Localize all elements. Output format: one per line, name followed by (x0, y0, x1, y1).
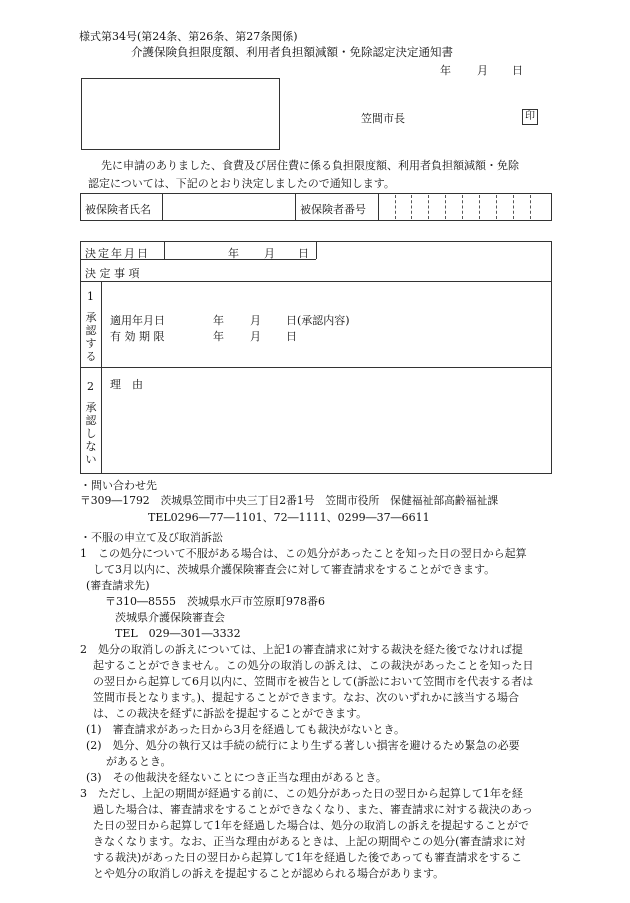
form-number: 様式第34号(第24条、第26条、第27条関係) (79, 30, 298, 43)
approve-number: 1 (87, 290, 94, 303)
recipient-address-box (81, 78, 280, 150)
appeal-sub-3: (3) その他裁決を経ないことにつき正当な理由があるとき。 (86, 771, 387, 784)
digit-separator (496, 195, 497, 219)
digit-separator (428, 195, 429, 219)
decision-date-day: 日 (298, 247, 309, 260)
intro-line-1: 先に申請のありました、食費及び居住費に係る負担限度額、利用者負担額減額・免除 (101, 159, 519, 172)
date-day: 日 (512, 64, 523, 77)
digit-separator (513, 195, 514, 219)
appeal-p2-line5: は、この裁決を経ずに訴訟を提起することができます。 (93, 707, 368, 720)
digit-separator (411, 195, 412, 219)
valid-month: 月 (250, 330, 261, 343)
insured-name-label: 被保険者氏名 (85, 203, 151, 216)
valid-year: 年 (213, 330, 224, 343)
intro-line-2: 認定については、下記のとおり決定しましたので通知します。 (88, 177, 395, 190)
divider (164, 241, 165, 259)
document-title: 介護保険負担限度額、利用者負担額減額・免除認定決定通知書 (131, 45, 453, 59)
digit-separator (462, 195, 463, 219)
date-year: 年 (440, 64, 451, 77)
appeal-p2-line3: の翌日から起算して6月以内に、笠間市を被告として(訴訟において笠間市を代表する者は (93, 675, 534, 688)
review-destination-heading: (審査請求先) (86, 579, 150, 592)
digit-separator (479, 195, 480, 219)
decision-date-year: 年 (228, 247, 239, 260)
decision-items-label: 決 定 事 項 (85, 267, 140, 280)
digit-separator (445, 195, 446, 219)
deny-label: 承認しない (85, 401, 97, 466)
contact-tel: TEL0296―77―1101、72―1111、0299―37―6611 (148, 511, 430, 524)
applied-year: 年 (213, 314, 224, 327)
date-month: 月 (477, 64, 488, 77)
decision-date-label: 決定年月日 (85, 247, 150, 260)
applied-day-approval: 日(承認内容) (286, 314, 350, 327)
appeal-p3-line5: する裁決)があった日の翌日から起算して1年を経過した後であっても審査請求をするこ (93, 851, 523, 864)
official-seal: 印 (522, 109, 538, 125)
divider (80, 281, 552, 282)
review-destination-tel: TEL 029―301―3332 (115, 627, 241, 640)
appeal-p1-line2: して3月以内に、茨城県介護保険審査会に対して審査請求をすることができます。 (93, 563, 496, 576)
appeal-p3-line4: きなくなります。なお、正当な理由があるときは、上記の期間やこの処分(審査請求に対 (93, 835, 526, 848)
appeal-heading: ・不服の申立て及び取消訴訟 (80, 531, 223, 544)
appeal-p2-line2: 起することができません。この処分の取消しの訴えは、この裁決があったことを知った日 (93, 659, 534, 672)
review-destination-address: 〒310―8555 茨城県水戸市笠原町978番6 (105, 595, 325, 608)
digit-separator (530, 195, 531, 219)
digit-separator (395, 195, 396, 219)
appeal-p3-line6: とや処分の取消しの訴えを提起することが認められる場合があります。 (93, 867, 445, 880)
contact-address: 〒309―1792 茨城県笠間市中央三丁目2番1号 笠間市役所 保健福祉部高齢福祉課 (80, 494, 499, 507)
applied-date-label: 適用年月日 (110, 314, 165, 327)
appeal-p2-line4: 笠間市長となります。)、提起することができます。なお、次のいずれかに該当する場合 (93, 691, 520, 704)
divider (162, 193, 163, 221)
appeal-sub-2-line2: があるとき。 (106, 755, 172, 768)
applied-month: 月 (250, 314, 261, 327)
insured-number-label: 被保険者番号 (300, 203, 366, 216)
valid-period-label: 有 効 期 限 (110, 330, 165, 343)
review-destination-name: 茨城県介護保険審査会 (115, 611, 225, 624)
decision-date-month: 月 (264, 247, 275, 260)
approve-label: 承認する (85, 311, 97, 363)
divider (80, 367, 552, 368)
divider (295, 193, 296, 221)
divider (378, 193, 379, 221)
appeal-p2-line1: 2 処分の取消しの訴えについては、上記1の審査請求に対する裁決を経た後でなければ提 (80, 643, 523, 656)
appeal-p3-line3: た日の翌日から起算して1年を経過した場合は、処分の取消しの訴えを提起することがで (93, 819, 529, 832)
deny-number: 2 (87, 380, 94, 393)
appeal-p3-line2: 過した場合は、審査請求をすることができなくなり、また、審査請求に対する裁決のあっ (93, 803, 533, 816)
reason-label: 理 由 (110, 378, 143, 391)
contact-heading: ・問い合わせ先 (80, 479, 157, 492)
divider (316, 241, 317, 259)
appeal-sub-2-line1: (2) 処分、処分の執行又は手続の続行により生ずる著しい損害を避けるため緊急の必要 (86, 739, 520, 752)
appeal-p3-line1: 3 ただし、上記の期間が経過する前に、この処分があった日の翌日から起算して1年を経 (80, 787, 523, 800)
divider (101, 281, 102, 474)
valid-day: 日 (286, 330, 297, 343)
decision-table (80, 241, 552, 474)
issuer-title: 笠間市長 (361, 112, 405, 125)
appeal-sub-1: (1) 審査請求があった日から3月を経過しても裁決がないとき。 (86, 723, 406, 736)
appeal-p1-line1: 1 この処分について不服がある場合は、この処分があったことを知った日の翌日から起算 (80, 547, 527, 560)
